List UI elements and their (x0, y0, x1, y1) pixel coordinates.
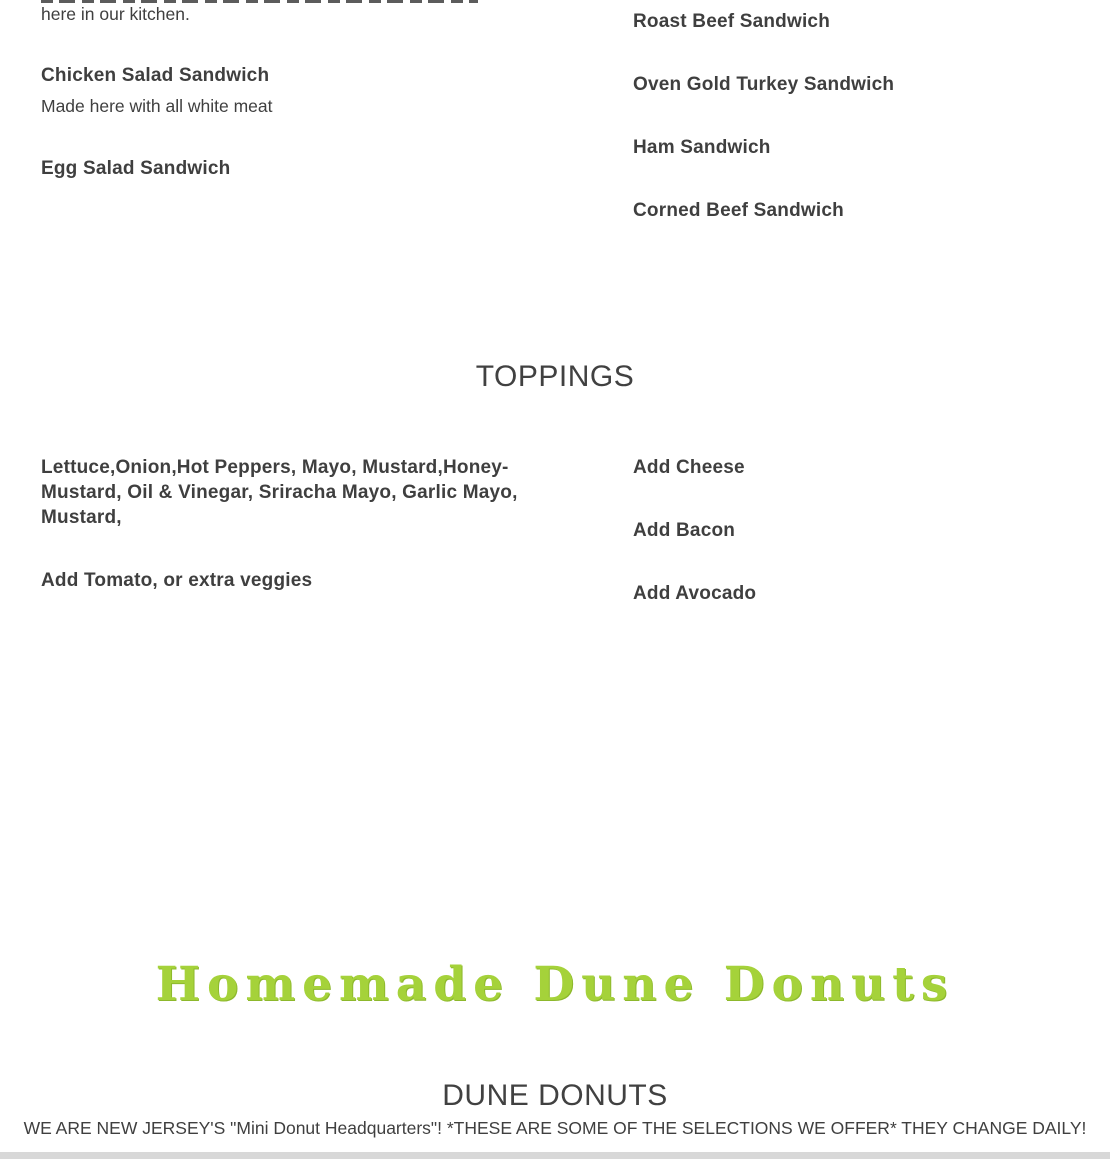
menu-item-name: Add Cheese (633, 457, 745, 478)
menu-item-name: Roast Beef Sandwich (633, 11, 831, 32)
sandwich-intro-tail: here in our kitchen. (41, 4, 190, 24)
menu-item-name: Egg Salad Sandwich (41, 158, 231, 179)
menu-item-name: Corned Beef Sandwich (633, 200, 844, 221)
menu-item-description: Made here with all white meat (41, 96, 273, 116)
menu-item-name: Add Tomato, or extra veggies (41, 570, 313, 591)
donuts-section-title: DUNE DONUTS (442, 1079, 668, 1112)
toppings-list-text: Lettuce,Onion,Hot Peppers, Mayo, Mustard,Honey-Mustard, Oil & Vinegar, Sriracha Mayo, Garlic Mayo, Mustard, (41, 457, 518, 528)
menu-item-name: Oven Gold Turkey Sandwich (633, 74, 895, 95)
menu-item-name: Ham Sandwich (633, 137, 771, 158)
menu-item-name: Add Avocado (633, 583, 757, 604)
menu-item-name: Chicken Salad Sandwich (41, 65, 270, 86)
donuts-banner-title: Homemade Dune Donuts (155, 957, 955, 1012)
donuts-tagline: WE ARE NEW JERSEY'S "Mini Donut Headquarters"! *THESE ARE SOME OF THE SELECTIONS WE OFFER* THEY CHANGE DAILY! (23, 1118, 1087, 1138)
menu-item-name: Add Bacon (633, 520, 736, 541)
toppings-section-title: TOPPINGS (475, 360, 635, 393)
page-footer-bar (0, 1152, 1110, 1159)
